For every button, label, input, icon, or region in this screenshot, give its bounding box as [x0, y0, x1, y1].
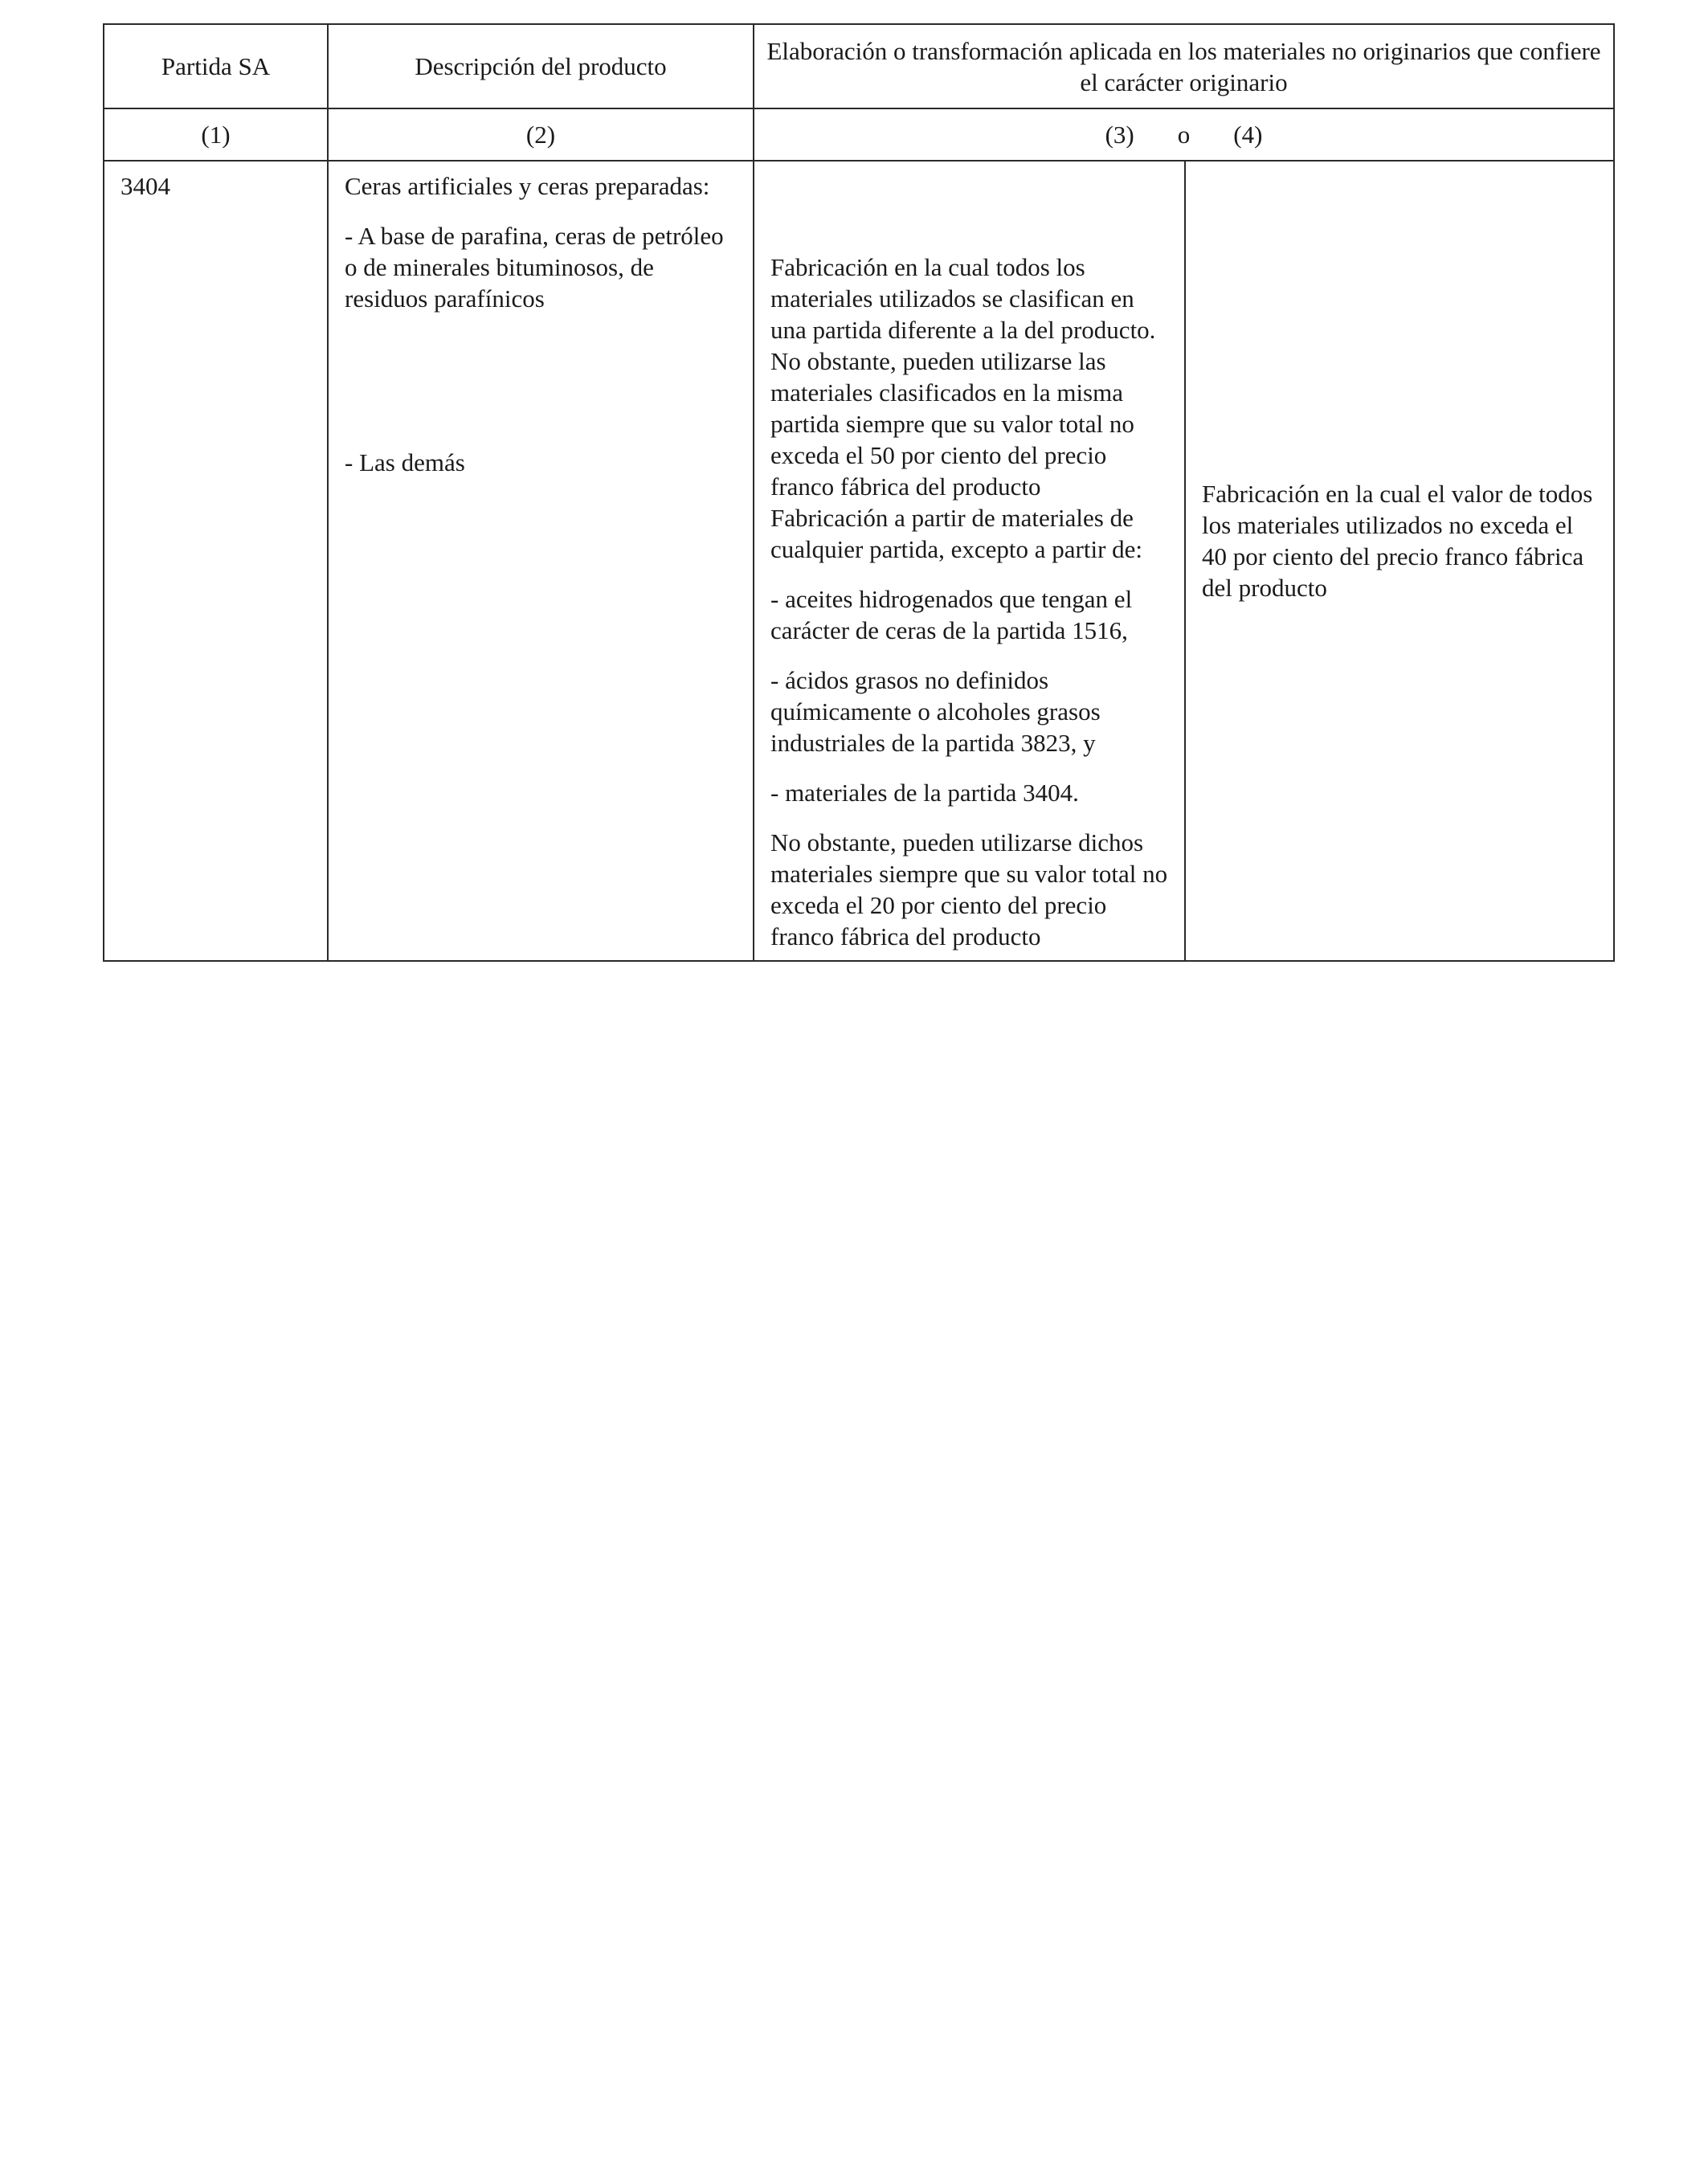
column-number-2: (2)	[328, 108, 754, 161]
rule3-sub1: Fabricación en la cual todos los materiales utilizados se clasifican en una partida diferente a la del producto. No obstante, pueden utilizarse las materiales clasificados en la misma partida siempre que su valor total no exceda el 50 por ciento del precio franco fábrica del producto	[770, 253, 1156, 501]
column-number-separator: o	[1177, 121, 1191, 149]
rule3-sub2-intro: Fabricación a partir de materiales de cualquier partida, excepto a partir de:	[770, 504, 1143, 563]
header-partida-sa: Partida SA	[104, 24, 328, 108]
column-number-1: (1)	[104, 108, 328, 161]
header-descripcion: Descripción del producto	[328, 24, 754, 108]
rule4-sub2: Fabricación en la cual el valor de todos los materiales utilizados no exceda el 40 por ciento del precio franco fábrica del producto	[1202, 480, 1593, 602]
rule3-sub2-item3: - materiales de la partida 3404.	[770, 779, 1079, 807]
cell-rule-4	[1185, 161, 1614, 961]
rule3-sub2-item2: - ácidos grasos no definidos químicamente o alcoholes grasos industriales de la partida 3823, y	[770, 666, 1101, 757]
column-number-3: (3)	[1105, 121, 1134, 149]
partida-code: 3404	[121, 172, 170, 200]
column-number-row	[104, 108, 1614, 161]
description-sub2: - Las demás	[345, 448, 465, 476]
cell-descripcion	[328, 161, 754, 961]
rule3-sub2-item1: - aceites hidrogenados que tengan el carácter de ceras de la partida 1516,	[770, 585, 1133, 644]
column-number-3-4	[754, 108, 1614, 161]
table-row	[104, 161, 1614, 961]
description-sub1: - A base de parafina, ceras de petróleo o de minerales bituminosos, de residuos parafínicos	[345, 222, 724, 313]
header-row	[104, 24, 1614, 108]
cell-rule-3	[754, 161, 1185, 961]
column-number-4: (4)	[1233, 121, 1263, 149]
cell-partida	[104, 161, 328, 961]
rules-of-origin-table	[103, 23, 1615, 962]
description-title: Ceras artificiales y ceras preparadas:	[345, 172, 710, 200]
rule4-sub1	[1202, 251, 1597, 478]
header-elaboracion: Elaboración o transformación aplicada en los materiales no originarios que confiere el carácter originario	[754, 24, 1614, 108]
rule3-sub2-note: No obstante, pueden utilizarse dichos materiales siempre que su valor total no exceda el 20 por ciento del precio franco fábrica del producto	[770, 828, 1168, 950]
